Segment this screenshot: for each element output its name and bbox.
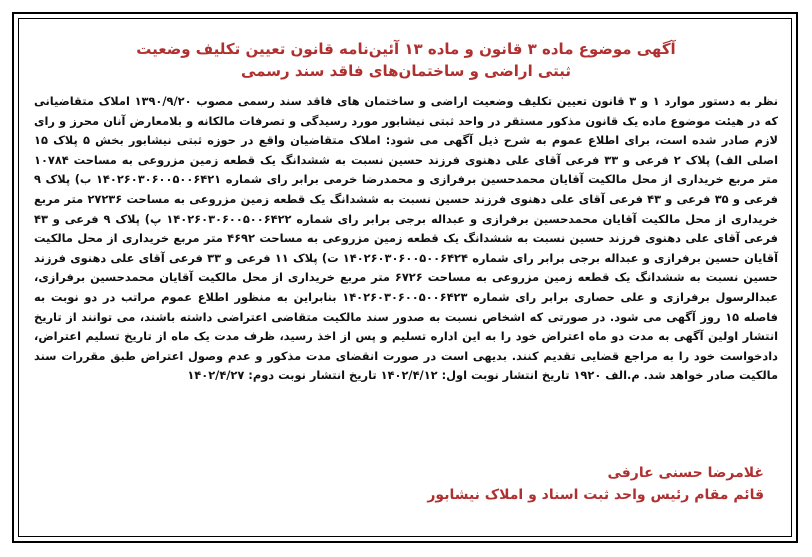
signer-name: غلامرضا حسنی عارفی bbox=[607, 465, 764, 481]
notice-title-line-1: آگهی موضوع ماده ۳ قانون و ماده ۱۳ آئین‌نامه قانون تعیین تکلیف وضعیت bbox=[136, 40, 676, 58]
signature-block bbox=[427, 462, 764, 506]
notice-title-line-2: ثبتی اراضی و ساختمان‌های فاقد سند رسمی bbox=[241, 62, 571, 80]
signer-title: قائم مقام رئیس واحد ثبت اسناد و املاک نیشابور bbox=[427, 487, 764, 503]
notice-body bbox=[34, 92, 778, 386]
notice-body-paragraph: نظر به دستور موارد ۱ و ۳ قانون تعیین تکلیف وضعیت اراضی و ساختمان های فاقد سند رسمی مصوب ۱۳۹۰/۹/۲۰ املاک متقاضیانی که در هیئت موضوع ماده یک قانون مذکور مستقر در واحد ثبتی نیشابور مورد رسیدگی و تصرفات مالکانه و بلامعارض آنان محرز و رای لازم صادر شده است، برای اطلاع عموم به شرح ذیل آگهی می شود: املاک متقاضیان واقع در حوزه ثبتی نیشابور بخش ۵ پلاک ۱۵ اصلی الف) پلاک ۲ فرعی و ۳۳ فرعی آقای علی دهنوی فرزند حسین نسبت به ششدانگ یک قطعه زمین مزروعی به مساحت ۱۰۷۸۴ متر مربع خریداری از محل مالکیت آقایان محمدحسین برفرازی و محمدرضا خرمی برابر رای شماره ۱۴۰۲۶۰۳۰۶۰۰۵۰۰۶۴۲۱ ب) پلاک ۹ فرعی و ۳۵ فرعی و ۴۳ فرعی آقای علی دهنوی فرزند حسین نسبت به ششدانگ یک قطعه زمین مزروعی به مساحت ۲۷۲۳۶ متر مربع خریداری از محل مالکیت آقایان محمدحسین برفرازی و عبداله برجی برابر رای شماره ۱۴۰۲۶۰۳۰۶۰۰۵۰۰۶۴۲۲ پ) پلاک ۹ فرعی و ۴۳ فرعی آقای علی دهنوی فرزند حسین نسبت به ششدانگ یک قطعه زمین مزروعی به مساحت ۴۶۹۲ متر مربع خریداری از محل مالکیت آقایان حسین برفرازی و عبداله برجی برابر رای شماره ۱۴۰۲۶۰۳۰۶۰۰۵۰۰۶۴۲۴ ت) پلاک ۱۱ فرعی و ۳۳ فرعی آقای علی دهنوی فرزند حسین نسبت به ششدانگ یک قطعه زمین مزروعی به مساحت ۶۷۲۶ متر مربع خریداری از محل مالکیت آقایان محمدحسین برفرازی، عبدالرسول برفرازی و علی حصاری برابر رای شماره ۱۴۰۲۶۰۳۰۶۰۰۵۰۰۶۴۲۳ بنابراین به منظور اطلاع عموم مراتب در دو نوبت به فاصله ۱۵ روز آگهی می شود. در صورتی که اشخاص نسبت به صدور سند مالکیت متقاضی اعتراضی داشته باشند، می توانند از تاریخ انتشار اولین آگهی به مدت دو ماه اعتراض خود را به این اداره تسلیم و پس از اخذ رسید، ظرف مدت یک ماه از تاریخ تسلیم اعتراض، دادخواست خود را به مراجع قضایی تقدیم کنند. بدیهی است در صورت انقضای مدت مذکور و عدم وصول اعتراض طبق مقررات سند مالکیت صادر خواهد شد. م.الف ۱۹۲۰ تاریخ انتشار نوبت اول: ۱۴۰۲/۴/۱۲ تاریخ انتشار نوبت دوم: ۱۴۰۲/۴/۲۷ bbox=[34, 94, 779, 383]
notice-title bbox=[0, 38, 812, 82]
